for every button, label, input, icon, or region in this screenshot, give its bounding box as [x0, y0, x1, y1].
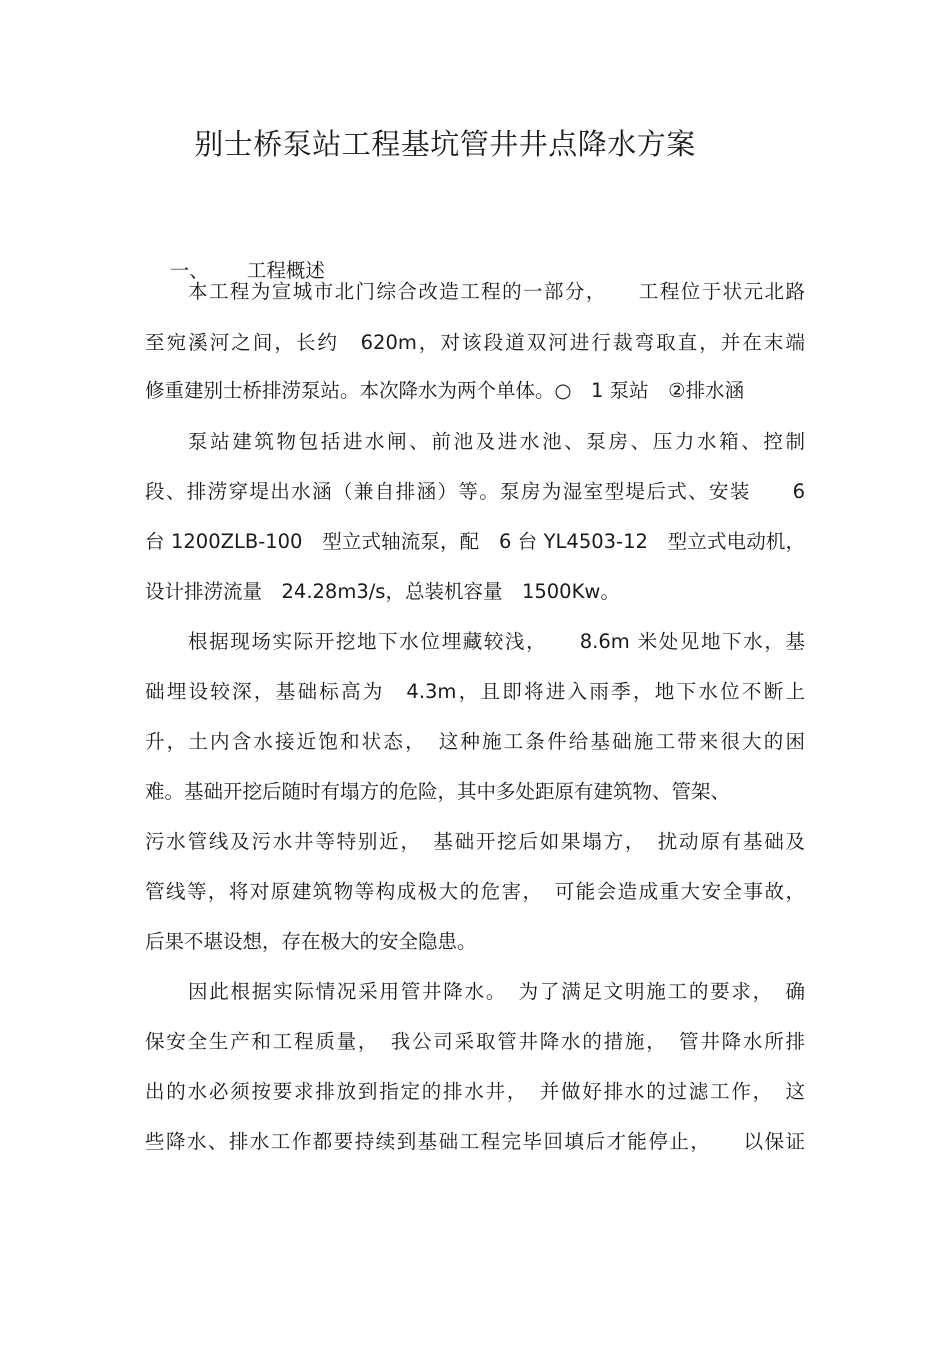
- paragraph-line: 保安全生产和工程质量， 我公司采取管井降水的措施， 管井降水所排: [145, 1030, 805, 1053]
- paragraph-line: 设计排涝流量 24.28m3/s，总装机容量 1500Kw。: [145, 580, 620, 603]
- section-title: 工程概述: [246, 259, 325, 282]
- paragraph-line: 台 1200ZLB-100 型立式轴流泵，配 6 台 YL4503-12 型立式电动机，: [145, 530, 805, 553]
- paragraph-line: 至宛溪河之间，长约 620m，对该段道双河进行裁弯取直，并在末端: [145, 331, 805, 354]
- paragraph-line: 段、排涝穿堤出水涵（兼自排涵）等。泵房为湿室型堤后式、安装 6: [145, 480, 805, 503]
- paragraph-line: 后果不堪设想，存在极大的安全隐患。: [145, 930, 477, 953]
- paragraph-line: 难。基础开挖后随时有塌方的危险，其中多处距原有建筑物、管架、: [145, 780, 731, 803]
- paragraph-line: 出的水必须按要求排放到指定的排水井， 并做好排水的过滤工作， 这: [145, 1080, 805, 1103]
- section-heading: [145, 226, 805, 282]
- paragraph-line: 因此根据实际情况采用管井降水。 为了满足文明施工的要求， 确: [188, 980, 805, 1003]
- document-title: 别士桥泵站工程基坑管井井点降水方案: [194, 127, 696, 161]
- paragraph-line: 污水管线及污水井等特别近， 基础开挖后如果塌方， 扰动原有基础及: [145, 830, 805, 853]
- paragraph-line: 泵站建筑物包括进水闸、前池及进水池、泵房、压力水箱、控制: [188, 430, 805, 453]
- paragraph-line: 础埋设较深，基础标高为 4.3m，且即将进入雨季，地下水位不断上: [145, 680, 805, 703]
- paragraph-line: 根据现场实际开挖地下水位埋藏较浅， 8.6m 米处见地下水，基: [188, 630, 805, 653]
- section-number: 一、: [169, 259, 209, 282]
- paragraph-line: 升，土内含水接近饱和状态， 这种施工条件给基础施工带来很大的困: [145, 730, 805, 753]
- paragraph-line: 管线等，将对原建筑物等构成极大的危害， 可能会造成重大安全事故，: [145, 880, 805, 903]
- paragraph-line: 修重建别士桥排涝泵站。本次降水为两个单体。○ 1 泵站 ②排水涵: [145, 379, 745, 402]
- paragraph-line: 本工程为宣城市北门综合改造工程的一部分， 工程位于状元北路: [188, 280, 805, 303]
- paragraph-line: 些降水、排水工作都要持续到基础工程完毕回填后才能停止， 以保证: [145, 1130, 805, 1153]
